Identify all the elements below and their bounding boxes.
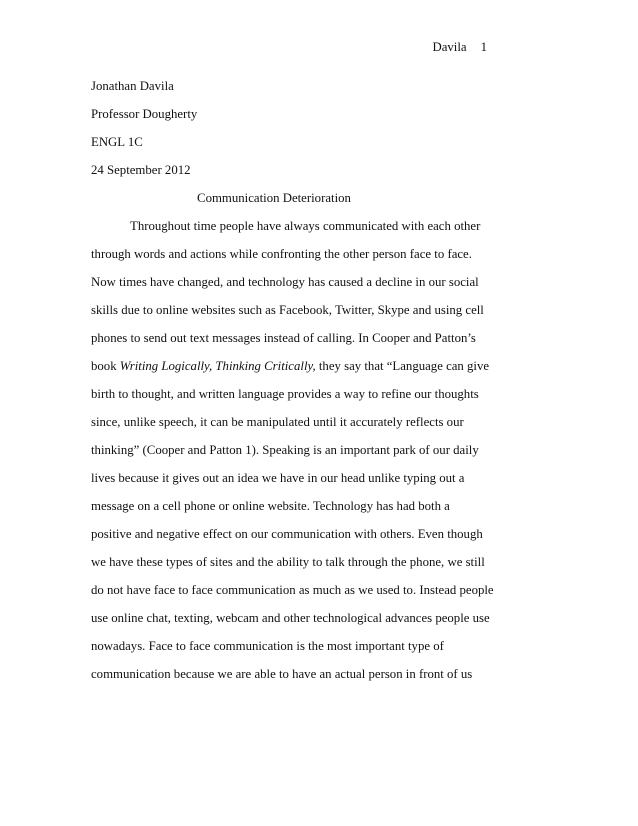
body-line: we have these types of sites and the ability to talk through the phone, we still <box>91 555 485 569</box>
body-line: communication because we are able to have an actual person in front of us <box>91 667 473 681</box>
body-line: birth to thought, and written language provides a way to refine our thoughts <box>91 387 479 401</box>
body-line: message on a cell phone or online website. Technology has had both a <box>91 499 450 513</box>
body-line: positive and negative effect on our communication with others. Even though <box>91 527 483 541</box>
essay-date: 24 September 2012 <box>91 163 191 177</box>
running-header <box>432 40 487 55</box>
body-line: Now times have changed, and technology has caused a decline in our social <box>91 275 479 289</box>
body-line <box>91 359 489 374</box>
page-number: 1 <box>480 40 487 54</box>
body-line: phones to send out text messages instead of calling. In Cooper and Patton’s <box>91 331 476 345</box>
body-line: thinking” (Cooper and Patton 1). Speaking is an important park of our daily <box>91 443 479 457</box>
body-line: since, unlike speech, it can be manipulated until it accurately reflects our <box>91 415 464 429</box>
book-title: Writing Logically, Thinking Critically, <box>119 359 316 373</box>
body-line: Throughout time people have always communicated with each other <box>130 219 481 233</box>
body-line: through words and actions while confronting the other person face to face. <box>91 247 472 261</box>
body-text: they say that “Language can give <box>315 359 490 373</box>
student-name: Jonathan Davila <box>91 79 174 93</box>
body-line: nowadays. Face to face communication is the most important type of <box>91 639 444 653</box>
body-line: lives because it gives out an idea we have in our head unlike typing out a <box>91 471 465 485</box>
body-line: skills due to online websites such as Facebook, Twitter, Skype and using cell <box>91 303 484 317</box>
body-text: book <box>91 359 120 373</box>
header-surname: Davila <box>432 40 467 54</box>
body-line: do not have face to face communication as much as we used to. Instead people <box>91 583 494 597</box>
instructor-name: Professor Dougherty <box>91 107 198 121</box>
essay-title: Communication Deterioration <box>197 191 351 205</box>
course-name: ENGL 1C <box>91 135 143 149</box>
body-line: use online chat, texting, webcam and other technological advances people use <box>91 611 490 625</box>
